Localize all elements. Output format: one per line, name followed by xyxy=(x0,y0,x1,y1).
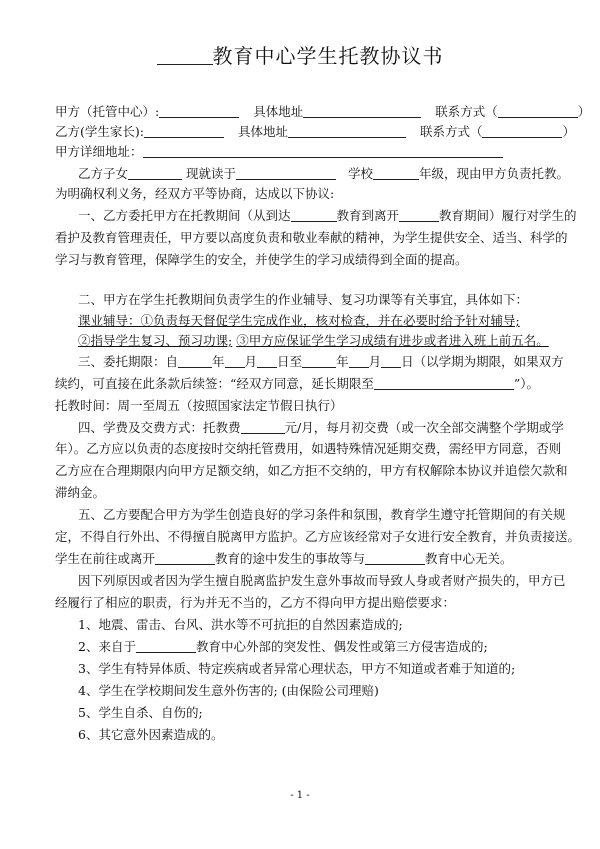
clause2-line-1 xyxy=(78,292,528,308)
party-b-contact-label: 联系方式（ xyxy=(419,124,483,139)
clause1-part-a: 一、乙方委托甲方在托教期间（从到达 xyxy=(78,208,291,223)
clause6-item-2-part-b: 教育中心外部的突发性、偶发性或第三方侵害造成的; xyxy=(195,639,488,654)
clause1-blank-1[interactable] xyxy=(291,208,337,222)
clause1-line-3 xyxy=(55,252,468,268)
clause3-year2-label: 年 xyxy=(336,354,349,369)
clause1-text-2: 看护及教育管理责任，甲方要以高度负责和敬业奉献的精神，为学生提供安全、适当、科学的 xyxy=(55,230,568,245)
intro-school-suffix: 学校 xyxy=(348,166,374,181)
clause6-item-5-text: 5、学生自杀、自伤的; xyxy=(78,705,203,720)
clause3-line-1 xyxy=(78,354,564,370)
clause6-item-4-text: 4、学生在学校期间发生意外伤害的; (由保险公司理赔) xyxy=(78,683,379,698)
clause2-text-3b: ③甲方应保证学生学习成绩有进步或者进入班上前五名。 xyxy=(236,333,549,348)
clause1-part-c: 教育期间）履行对学生的 xyxy=(439,208,577,223)
clause2-text-1: 二、甲方在学生托教期间负责学生的作业辅导、复习功课等有关事宜，具体如下： xyxy=(78,292,529,307)
party-a-name-blank[interactable] xyxy=(159,104,239,118)
party-a-line xyxy=(55,104,590,120)
party-b-address-label: 具体地址 xyxy=(237,124,288,139)
clause4-fee-label: 四、学费及交费方式：托教费 xyxy=(78,420,241,435)
clause3-year1-blank[interactable] xyxy=(178,354,212,368)
clause3-month2-label: 月 xyxy=(368,354,382,369)
clause4-fee-blank[interactable] xyxy=(241,420,285,434)
party-a-detail-label: 甲方详细地址： xyxy=(55,144,143,159)
intro-line-1 xyxy=(78,166,569,182)
title-blank xyxy=(157,46,213,65)
clause4-text-3: 乙方应在合理期限内向甲方足额交纳，如乙方拒不交纳的，甲方有权解除本协议并追偿欠款和 xyxy=(55,463,568,478)
clause3-day1-blank[interactable] xyxy=(257,354,277,368)
clause4-text-2: 年）。乙方应以负责的态度按时交纳托管费用，如遇特殊情况延期交费，需经甲方同意，否则 xyxy=(55,441,562,456)
clause5-line-3 xyxy=(55,551,513,567)
intro-text-2: 为明确权利义务，经双方平等协商，达成以下协议: xyxy=(55,186,335,201)
clause3-month1-blank[interactable] xyxy=(225,354,245,368)
clause1-line-1 xyxy=(78,208,577,224)
clause5-part-a: 学生在前往或离开 xyxy=(55,551,156,566)
clause6-item-3 xyxy=(78,661,515,677)
clause5-blank-2[interactable] xyxy=(365,551,425,565)
clause6-item-3-text: 3、学生有特异体质、特定疾病或者异常心理状态，甲方不知道或者难于知道的; xyxy=(78,661,516,676)
clause3-year2-blank[interactable] xyxy=(302,354,336,368)
clause4-line-1 xyxy=(78,420,564,436)
intro-line-2 xyxy=(55,186,334,202)
clause1-line-2 xyxy=(55,230,568,246)
party-b-name-blank[interactable] xyxy=(144,124,224,138)
intro-child-label: 乙方子女 xyxy=(78,166,129,181)
clause6-text-2: 经履行了相应的职责，行为并无不当的，乙方不得向甲方提出赔偿要求： xyxy=(55,595,456,610)
clause6-item-1 xyxy=(78,617,403,633)
clause6-item-2-blank[interactable] xyxy=(136,639,196,653)
clause3-renew-suffix: ”）。 xyxy=(513,376,540,391)
clause6-line-1 xyxy=(78,573,566,589)
clause4-line-2 xyxy=(55,441,561,457)
clause1-text-3: 学习与教育管理，保障学生的安全，并使学生的学习成绩得到全面的提高。 xyxy=(55,252,468,267)
clause5-line-1 xyxy=(78,507,566,523)
intro-school-blank[interactable] xyxy=(236,166,336,180)
clause3-line-3 xyxy=(55,398,343,414)
clause5-blank-1[interactable] xyxy=(155,551,215,565)
clause6-item-2-part-a: 2、来自于 xyxy=(78,639,136,654)
party-a-contact-blank[interactable] xyxy=(498,104,578,118)
clause5-part-c: 教育中心无关。 xyxy=(425,551,513,566)
clause2-line-3 xyxy=(78,333,549,349)
clause4-line-4 xyxy=(55,485,105,501)
page-number: - 1 - xyxy=(290,790,310,801)
clause5-text-2: 定，不得自行外出、不得擅自脱离甲方监护。乙方应该经常对子女进行安全教育，并负责接送。 xyxy=(55,529,581,544)
clause4-line-3 xyxy=(55,463,568,479)
clause3-month2-blank[interactable] xyxy=(349,354,369,368)
clause6-item-6-text: 6、其它意外因素造成的。 xyxy=(78,727,224,742)
party-b-contact-blank[interactable] xyxy=(482,124,562,138)
clause6-item-4 xyxy=(78,683,379,699)
clause6-item-2 xyxy=(78,639,488,655)
party-a-address-blank[interactable] xyxy=(303,104,421,118)
party-a-detail-line xyxy=(55,144,503,160)
party-b-address-blank[interactable] xyxy=(288,124,406,138)
party-b-line xyxy=(55,124,575,140)
clause5-text-1: 五、乙方要配合甲方为学生创造良好的学习条件和氛围，教育学生遵守托管期间的有关规 xyxy=(78,507,566,522)
clause1-part-b: 教育到离开 xyxy=(336,208,400,223)
clause3-from-label: 三、委托期限：自 xyxy=(78,354,179,369)
clause2-text-3a: ②指导学生复习、预习功课; xyxy=(78,333,233,348)
clause6-item-5 xyxy=(78,705,203,721)
intro-child-blank[interactable] xyxy=(128,166,182,180)
party-a-detail-blank[interactable] xyxy=(143,144,503,158)
clause2-line-2 xyxy=(78,313,520,329)
party-a-address-label: 具体地址 xyxy=(253,104,304,119)
party-a-contact-label: 联系方式（ xyxy=(435,104,498,119)
clause3-day2-blank[interactable] xyxy=(381,354,401,368)
clause3-renew-label: 续约，可直接在此条款后续签：“经双方同意，延长期限至 xyxy=(55,376,374,391)
clause6-line-2 xyxy=(55,595,455,611)
title-text: 教育中心学生托教协议书 xyxy=(212,44,444,68)
party-b-label: 乙方(学生家长): xyxy=(55,124,144,139)
clause2-text-2: 课业辅导：①负责每天督促学生完成作业，核对检查，并在必要时给予针对辅导; xyxy=(78,313,520,328)
clause1-blank-2[interactable] xyxy=(399,208,439,222)
clause5-part-b: 教育的途中发生的事故等与 xyxy=(215,551,366,566)
intro-grade-suffix: 年级，现由甲方负责托教。 xyxy=(419,166,570,181)
clause3-text-3: 托教时间：周一至周五（按照国家法定节假日执行） xyxy=(55,398,343,413)
clause3-line-2 xyxy=(55,376,539,392)
clause4-text-4: 滞纳金。 xyxy=(55,485,106,500)
clause3-day1-label: 日至 xyxy=(277,354,303,369)
clause4-fee-suffix: 元/月，每月初交费（或一次全部交满整个学期或学 xyxy=(284,420,564,435)
intro-school-label: 现就读于 xyxy=(186,166,237,181)
party-b-close: ） xyxy=(562,124,575,139)
clause3-month1-label: 月 xyxy=(244,354,258,369)
clause6-text-1: 因下列原因或者因为学生擅自脱离监护发生意外事故而导致人身或者财产损失的，甲方已 xyxy=(78,573,566,588)
clause5-line-2 xyxy=(55,529,580,545)
intro-grade-blank[interactable] xyxy=(373,166,419,180)
clause3-year1-label: 年 xyxy=(212,354,225,369)
clause3-renew-blank[interactable] xyxy=(374,376,514,390)
clause6-item-6 xyxy=(78,727,223,743)
clause3-day2-label: 日（以学期为期限，如果双方 xyxy=(401,354,564,369)
party-a-label: 甲方（托管中心）: xyxy=(55,104,160,119)
clause6-item-1-text: 1、地震、雷击、台风、洪水等不可抗拒的自然因素造成的; xyxy=(78,617,403,632)
party-a-close: ） xyxy=(577,104,591,119)
document-title xyxy=(0,40,600,69)
